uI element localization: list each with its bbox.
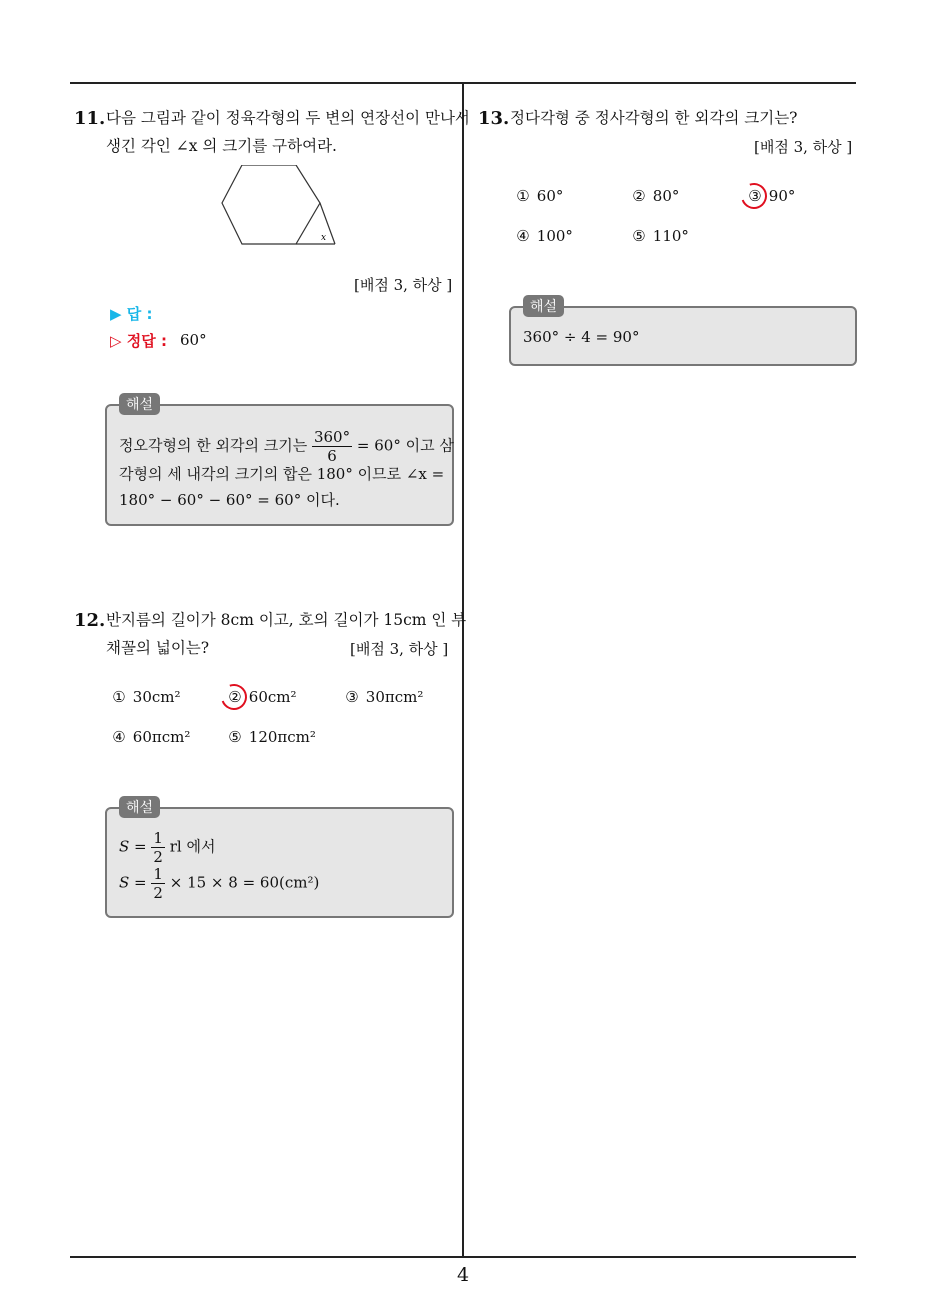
q13-explain-tag: 해설 [523, 295, 564, 317]
q11-number: 11. [74, 108, 106, 129]
q13-number: 13. [478, 108, 510, 129]
q12-explain-tag: 해설 [119, 796, 160, 818]
q13-choice-3[interactable]: ③ 90° [746, 187, 795, 205]
q11-explain-fraction: $\frac{360^\circ}{6}$ [313, 428, 351, 465]
q12-number: 12. [74, 610, 106, 631]
q11-explain-line2: 각형의 세 내각의 크기의 합은 180° 이므로 ∠x = [119, 465, 445, 483]
q11-explain-line1: 정오각형의 한 외각의 크기는 $\frac{360^\circ}{6}$ = 60° 이고 삼 [119, 428, 454, 465]
q11-correct-label: ▷ 정답 : [110, 332, 167, 350]
q11-text-line1: 다음 그림과 같이 정육각형의 두 변의 연장선이 만나서 [106, 109, 470, 127]
q11-correct-value: 60° [180, 331, 207, 349]
q11-explain-tag: 해설 [119, 393, 160, 415]
q12-text-line2: 채꼴의 넓이는? [106, 639, 210, 657]
q12-selected-mark: ② [226, 688, 244, 706]
q12-text-line1: 반지름의 길이가 8cm 이고, 호의 길이가 15cm 인 부 [106, 611, 467, 629]
q12-score: [배점 3, 하상 ] [350, 640, 449, 658]
q13-text-line1: 정다각형 중 정사각형의 한 외각의 크기는? [510, 109, 798, 127]
q13-choice-5[interactable]: ⑤ 110° [632, 227, 689, 245]
q11-explain-box [105, 404, 454, 526]
hexagon-figure [218, 165, 340, 250]
q12-choice-1[interactable]: ① 30cm² [112, 688, 181, 706]
q11-score: [배점 3, 하상 ] [354, 276, 453, 294]
q13-selected-mark: ③ [746, 187, 764, 205]
q12-choice-3[interactable]: ③ 30πcm² [345, 688, 424, 706]
q12-choice-2[interactable]: ② 60cm² [226, 688, 297, 706]
page-number: 4 [456, 1264, 470, 1286]
q12-explain-box [105, 807, 454, 918]
q12-explain-line2: S = $\frac{1}{2}$ × 15 × 8 = 60(cm²) [119, 865, 320, 902]
q13-explain-line1: 360° ÷ 4 = 90° [523, 328, 640, 346]
q13-choice-1[interactable]: ① 60° [516, 187, 564, 205]
q11-answer-label: ▶ 답 : [110, 305, 153, 323]
figure-angle-label: x [321, 233, 327, 243]
q11-explain-line3: 180° − 60° − 60° = 60° 이다. [119, 491, 340, 509]
q12-choice-4[interactable]: ④ 60πcm² [112, 728, 191, 746]
bottom-rule [70, 1256, 856, 1258]
q12-explain-line1: S = $\frac{1}{2}$ rl 에서 [119, 829, 216, 866]
column-divider [462, 83, 464, 1257]
q11-text-line2: 생긴 각인 ∠x 의 크기를 구하여라. [106, 137, 337, 155]
q13-score: [배점 3, 하상 ] [754, 138, 853, 156]
hexagon-shape [222, 165, 320, 244]
q13-choice-4[interactable]: ④ 100° [516, 227, 573, 245]
q12-choice-5[interactable]: ⑤ 120πcm² [228, 728, 316, 746]
q13-choice-2[interactable]: ② 80° [632, 187, 680, 205]
